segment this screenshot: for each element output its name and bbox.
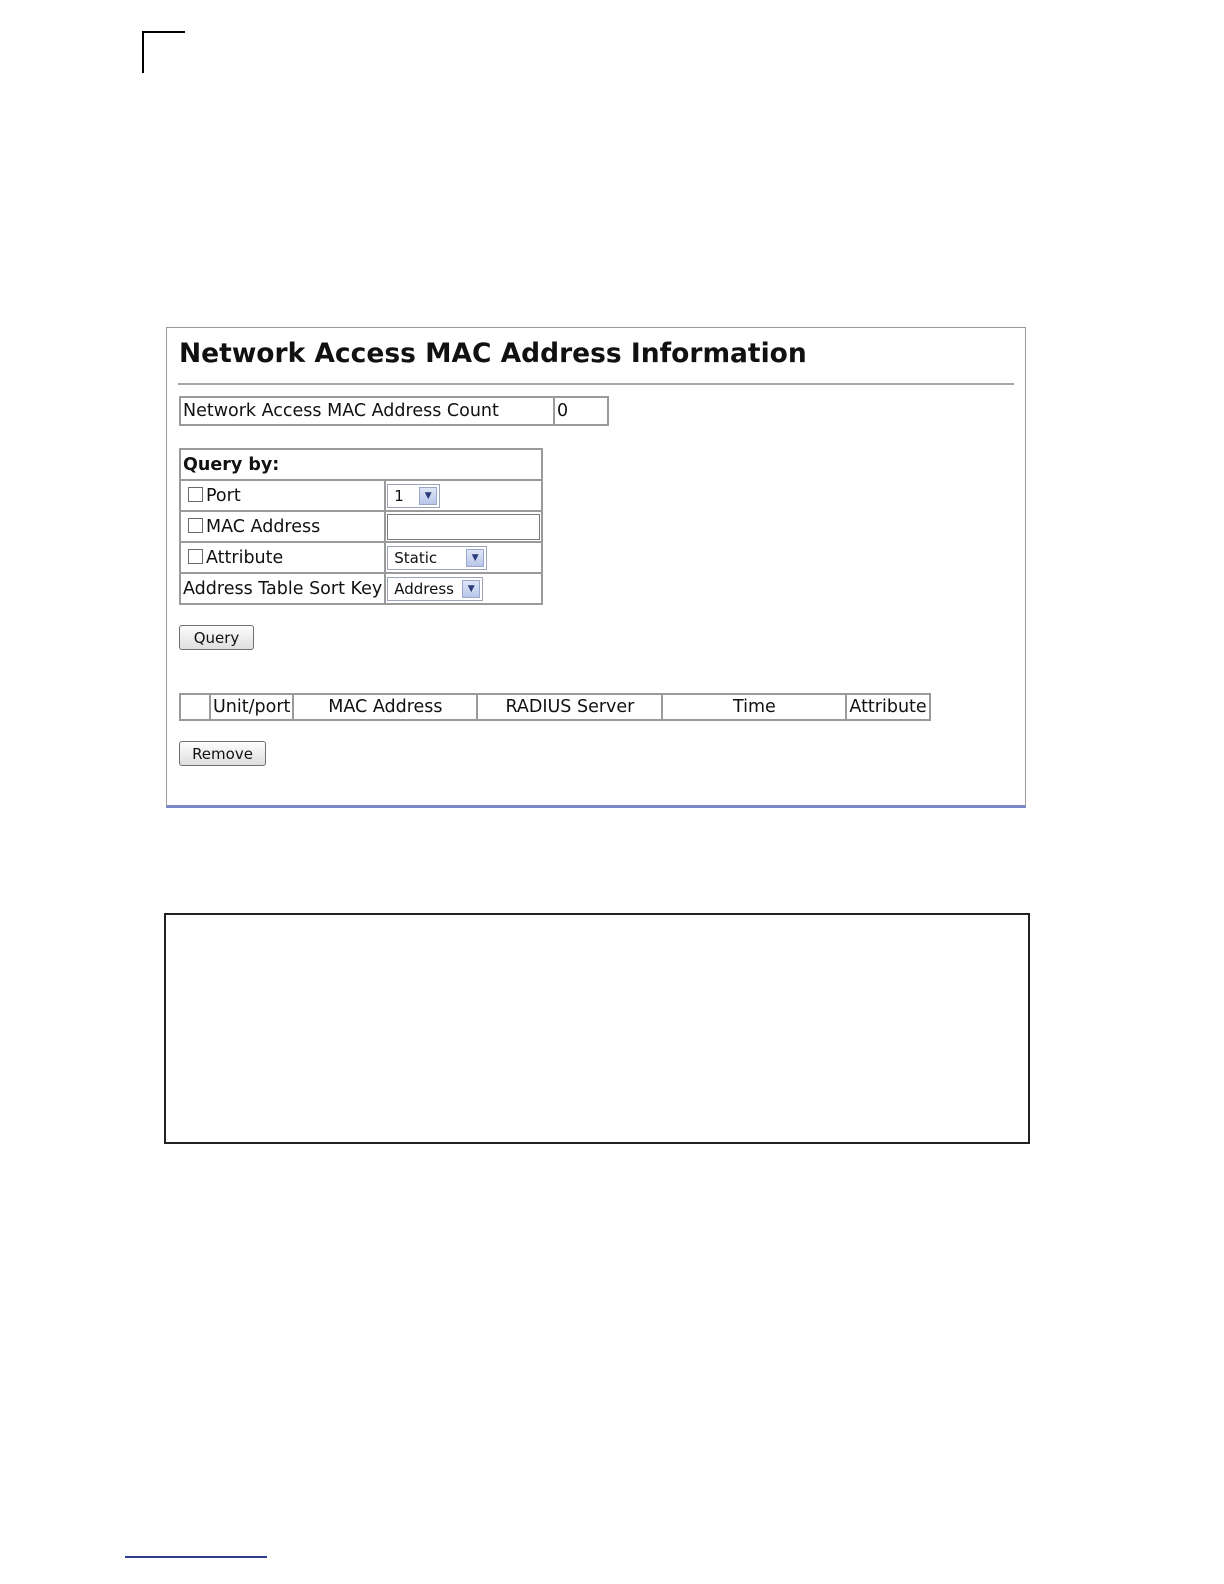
- sort-key-control-cell: [385, 573, 542, 604]
- attribute-select[interactable]: [387, 546, 487, 570]
- mac-control-cell: [385, 511, 542, 542]
- query-table: [179, 448, 543, 605]
- column-header-time: Time: [662, 694, 846, 720]
- column-header-unit-port: Unit/port: [210, 694, 293, 720]
- results-header-row: [180, 694, 930, 720]
- attribute-select-value: Static: [394, 548, 438, 567]
- sort-key-label: Address Table Sort Key: [180, 573, 385, 604]
- mac-address-checkbox[interactable]: [188, 518, 203, 533]
- column-header-attribute: Attribute: [846, 694, 929, 720]
- empty-content-box: [164, 913, 1030, 1144]
- port-label: Port: [206, 485, 241, 506]
- sort-key-select[interactable]: [387, 577, 483, 601]
- mac-row-label: [180, 511, 385, 542]
- remove-button[interactable]: Remove: [179, 741, 266, 766]
- address-count-table: [179, 396, 609, 426]
- chevron-down-icon[interactable]: ▼: [462, 580, 480, 598]
- column-header-mac-address: MAC Address: [293, 694, 477, 720]
- address-count-label: Network Access MAC Address Count: [180, 397, 554, 425]
- attribute-label: Attribute: [206, 547, 284, 568]
- chevron-down-icon[interactable]: ▼: [466, 549, 484, 567]
- mac-address-label: MAC Address: [206, 516, 321, 537]
- footer-rule: [125, 1556, 267, 1558]
- title-divider: [178, 383, 1014, 385]
- query-button[interactable]: Query: [179, 625, 254, 650]
- attribute-control-cell: [385, 542, 542, 573]
- port-control-cell: [385, 480, 542, 511]
- port-select-value: 1: [394, 486, 404, 505]
- sort-key-select-value: Address: [394, 579, 454, 598]
- port-select[interactable]: [387, 484, 440, 508]
- column-header-select: [180, 694, 210, 720]
- page-title: Network Access MAC Address Information: [179, 338, 807, 369]
- attribute-row-label: [180, 542, 385, 573]
- web-management-panel: [166, 327, 1026, 808]
- mac-address-input[interactable]: [387, 514, 540, 540]
- results-table: [179, 693, 931, 721]
- address-count-value: 0: [554, 397, 608, 425]
- column-header-radius-server: RADIUS Server: [477, 694, 662, 720]
- chevron-down-icon[interactable]: ▼: [419, 487, 437, 505]
- query-heading: Query by:: [180, 449, 542, 480]
- page-corner-mark: [142, 31, 185, 73]
- attribute-checkbox[interactable]: [188, 549, 203, 564]
- port-checkbox[interactable]: [188, 487, 203, 502]
- port-row-label: [180, 480, 385, 511]
